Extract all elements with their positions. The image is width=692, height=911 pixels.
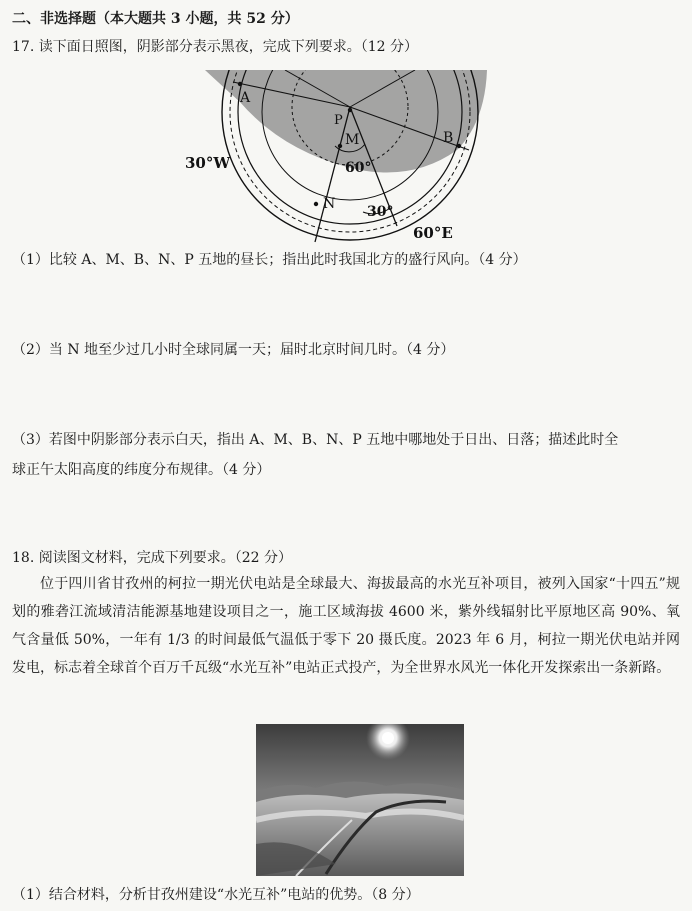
label-angle-60: 60° [345,160,372,176]
label-b: B [443,130,454,146]
question-17-sub3-line2: 球正午太阳高度的纬度分布规律。（4 分） [12,462,271,478]
question-18-sub1: （1）结合材料，分析甘孜州建设“水光互补”电站的优势。（8 分） [12,887,420,903]
point-m [338,144,342,148]
label-p: P [334,113,343,128]
label-a: A [240,90,251,106]
question-17-stem: 17. 读下面日照图，阴影部分表示黑夜，完成下列要求。（12 分） [12,39,418,55]
point-a [238,82,242,86]
section-header: 二、非选择题（本大题共 3 小题，共 52 分） [12,11,299,27]
label-angle-30: 30° [367,204,394,220]
question-18-stem: 18. 阅读图文材料，完成下列要求。（22 分） [12,550,292,566]
solar-plant-photo-svg [256,724,464,876]
point-n [314,202,318,206]
question-17-sub1: （1）比较 A、M、B、N、P 五地的昼长；指出此时我国北方的盛行风向。（4 分） [12,252,527,268]
question-17-sub2: （2）当 N 地至少过几小时全球同属一天；届时北京时间几时。（4 分） [12,342,455,358]
sunlight-diagram-svg [185,62,495,247]
label-lon-60e: 60°E [413,224,453,242]
sunlight-diagram [185,62,495,247]
label-m: M [345,132,360,148]
point-b [457,144,461,148]
sun [382,732,394,744]
label-n: N [323,196,336,212]
material-paragraph: 位于四川省甘孜州的柯拉一期光伏电站是全球最大、海拔最高的水光互补项目，被列入国家“十四五”规划的雅砻江流域清洁能源基地建设项目之一，施工区域海拔 4600 米，紫外线辐射比平原地区高 90%、氧气含量低 50%，一年有 1/3 的时间最低气温低于零下 20 摄氏度。2023 年 6 月，柯拉一期光伏电站并网发电，标志着全球首个百万千瓦级“水光互补”电站正式投产，为全世界水风光一体化开发探索出一条新路。 [12,576,680,676]
label-lon-30w: 30°W [185,154,231,172]
question-17-sub3-line1: （3）若图中阴影部分表示白天，指出 A、M、B、N、P 五地中哪地处于日出、日落；描述此时全 [12,432,619,448]
solar-plant-photo [256,724,464,876]
point-p [348,108,352,112]
